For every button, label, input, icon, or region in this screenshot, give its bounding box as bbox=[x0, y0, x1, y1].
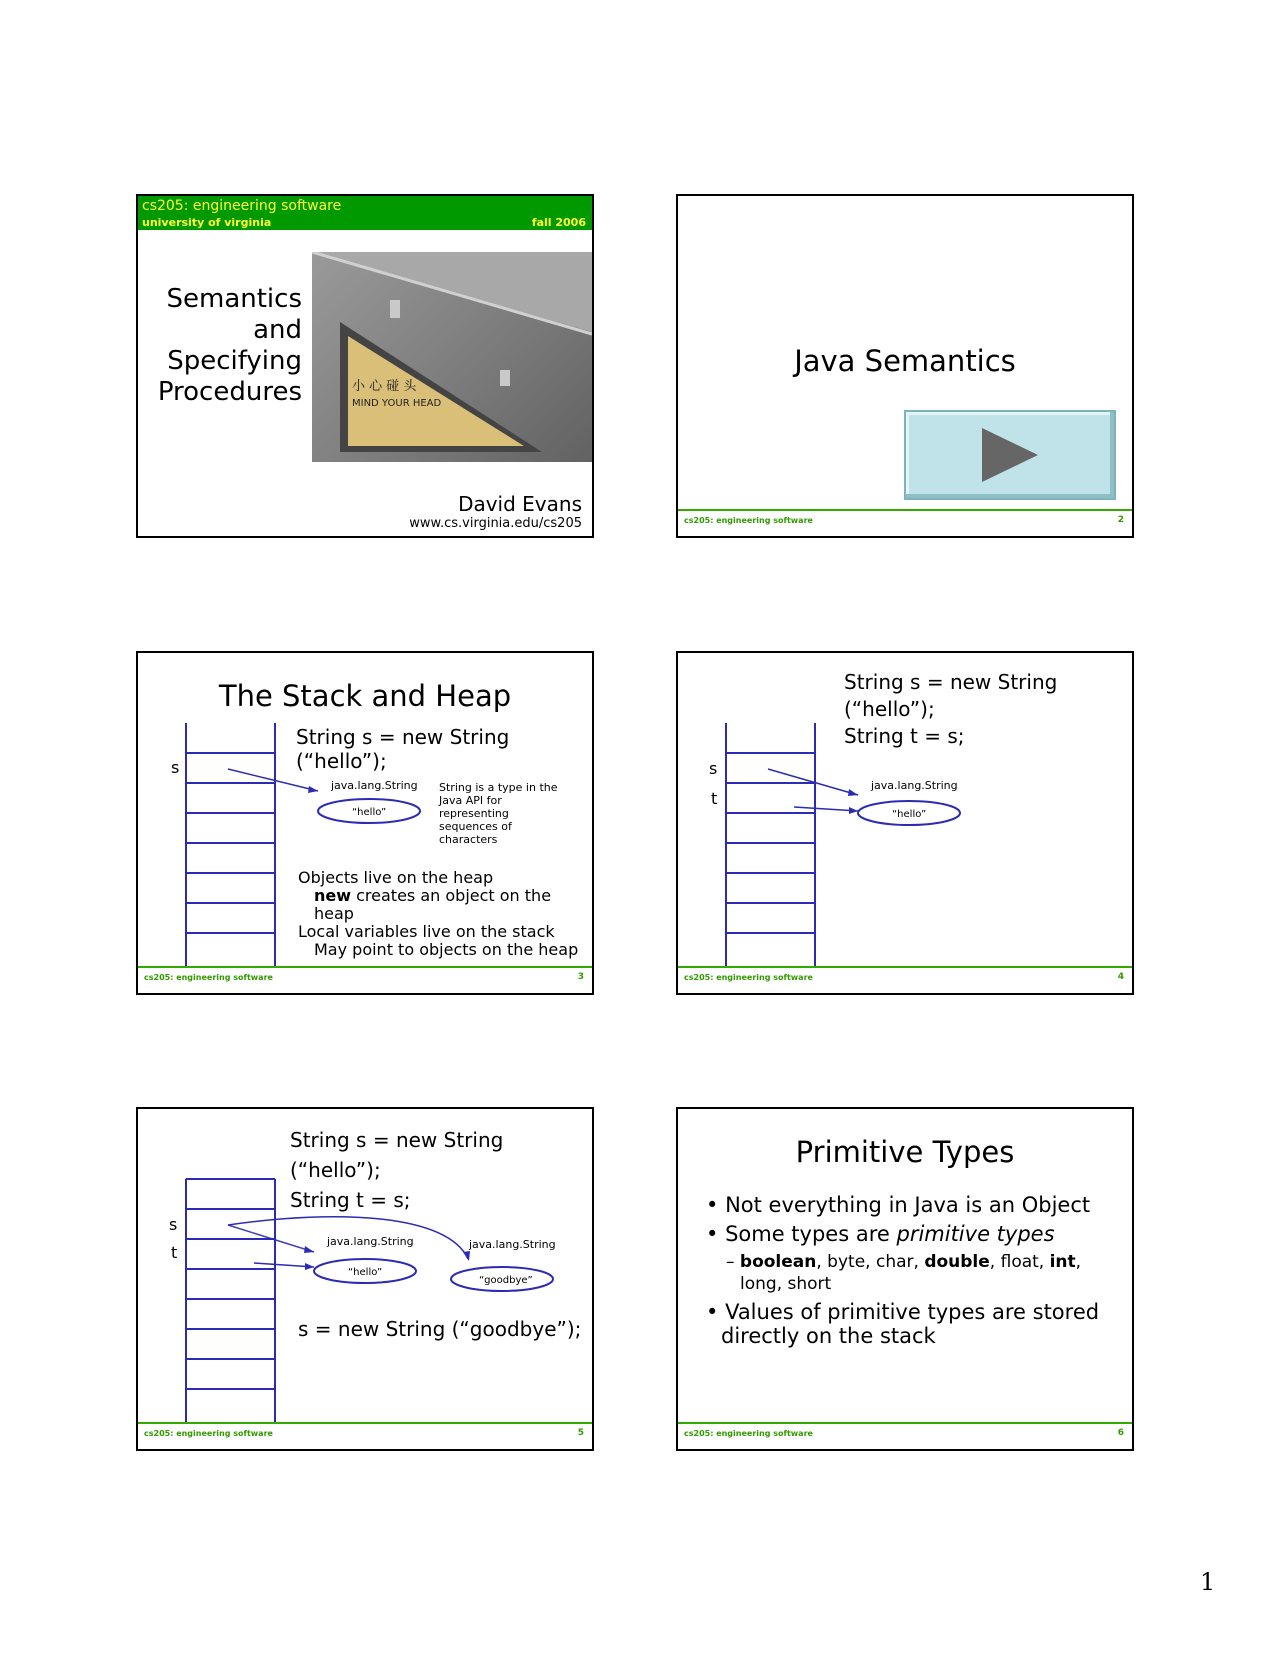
title-line: Procedures bbox=[157, 377, 302, 407]
slide-number: 5 bbox=[577, 1428, 584, 1438]
footer-rule bbox=[678, 1422, 1132, 1424]
type-double: double bbox=[924, 1252, 990, 1272]
dash: – bbox=[726, 1252, 740, 1272]
object-value: “hello” bbox=[348, 1267, 383, 1278]
object-type-label: java.lang.String bbox=[331, 779, 418, 792]
slide-number: 6 bbox=[1117, 1428, 1124, 1438]
footer-rule bbox=[678, 509, 1132, 511]
bullet-emphasis: primitive types bbox=[896, 1222, 1055, 1246]
bullet-item bbox=[706, 1193, 1090, 1217]
type-text: , bbox=[1075, 1252, 1082, 1272]
slide-1 bbox=[136, 194, 594, 538]
title-line: Specifying bbox=[167, 346, 302, 376]
note-line: Java API for bbox=[439, 794, 502, 807]
var-t-label: t bbox=[711, 789, 718, 808]
slide-title: Primitive Types bbox=[795, 1135, 1015, 1169]
slide-4 bbox=[676, 651, 1134, 995]
author-name: David Evans bbox=[458, 492, 582, 516]
code-line: String s = new String (“hello”); bbox=[290, 1128, 504, 1182]
bullet-dot: • bbox=[706, 1222, 719, 1246]
course-url: www.cs.virginia.edu/cs205 bbox=[409, 516, 582, 531]
term-label: fall 2006 bbox=[531, 216, 586, 229]
object-type-label: java.lang.String bbox=[469, 1238, 556, 1251]
course-title: cs205: engineering software bbox=[142, 198, 342, 214]
var-s-label: s bbox=[709, 759, 718, 778]
note-line: representing bbox=[439, 807, 509, 820]
code-line: String s = new String (“hello”); bbox=[844, 670, 1058, 721]
bullet-text: Not everything in Java is an Object bbox=[725, 1193, 1091, 1217]
arrow-head bbox=[849, 807, 858, 814]
object-value: “hello” bbox=[892, 809, 927, 820]
object-type-label: java.lang.String bbox=[327, 1235, 414, 1248]
bullet-dot: • bbox=[706, 1300, 719, 1324]
code-line: String t = s; bbox=[844, 724, 965, 748]
slide-number: 3 bbox=[577, 972, 584, 982]
slide-footer: cs205: engineering software bbox=[684, 516, 813, 525]
play-button[interactable] bbox=[904, 410, 1116, 500]
slide-title: The Stack and Heap bbox=[218, 679, 512, 713]
slide-footer: cs205: engineering software bbox=[144, 973, 273, 982]
arrow-head bbox=[305, 1263, 314, 1270]
slide-2 bbox=[676, 194, 1134, 538]
note-line: characters bbox=[439, 833, 498, 846]
stack bbox=[186, 1179, 275, 1423]
title-line: and bbox=[253, 315, 302, 345]
note-line: String is a type in the bbox=[439, 781, 558, 794]
bullet-item bbox=[706, 1300, 1099, 1348]
object-type-label: java.lang.String bbox=[871, 779, 958, 792]
bullet-text: Some types are bbox=[725, 1222, 897, 1246]
type-text: , float, bbox=[989, 1252, 1050, 1272]
body-line bbox=[298, 887, 592, 923]
arrow-head bbox=[848, 789, 858, 796]
slide-header bbox=[138, 196, 592, 230]
type-note bbox=[439, 781, 558, 846]
sign-bracket bbox=[390, 300, 400, 318]
slide-body bbox=[298, 869, 592, 959]
footer-rule bbox=[678, 966, 1132, 968]
stack-diagram bbox=[138, 1109, 594, 1424]
slide-number: 4 bbox=[1117, 972, 1124, 982]
var-s-label: s bbox=[169, 1215, 178, 1234]
var-s-label: s bbox=[171, 758, 180, 777]
arrow-head bbox=[304, 1246, 314, 1253]
type-text: , byte, char, bbox=[816, 1252, 925, 1272]
object-value: “goodbye” bbox=[479, 1275, 533, 1286]
note-line: sequences of bbox=[439, 820, 512, 833]
assignment-code: s = new String (“goodbye”); bbox=[298, 1317, 582, 1341]
bullet-text: Values of primitive types are stored bbox=[725, 1300, 1100, 1324]
pointer-arrow-t bbox=[794, 807, 858, 811]
title-line: Semantics bbox=[166, 284, 302, 314]
page-number: 1 bbox=[1200, 1568, 1216, 1596]
sign-bracket bbox=[500, 370, 510, 386]
footer-rule bbox=[138, 966, 592, 968]
var-t-label: t bbox=[171, 1243, 178, 1262]
slide-footer: cs205: engineering software bbox=[684, 973, 813, 982]
footer-rule bbox=[138, 1422, 592, 1424]
type-int: int bbox=[1049, 1252, 1076, 1272]
type-boolean: boolean bbox=[739, 1252, 817, 1272]
keyword-new: new bbox=[314, 886, 352, 905]
stack bbox=[726, 723, 815, 967]
code-line: String t = s; bbox=[290, 1188, 411, 1212]
body-line: Objects live on the heap bbox=[298, 868, 494, 887]
bullet-line bbox=[706, 1300, 1099, 1324]
bullet-line: directly on the stack bbox=[721, 1324, 936, 1348]
arrow-head bbox=[463, 1251, 470, 1261]
arrow-head bbox=[308, 786, 318, 793]
sub-bullet-line bbox=[726, 1251, 1081, 1273]
stack-diagram bbox=[678, 653, 1134, 968]
photo-drawing bbox=[312, 252, 592, 462]
slide-3 bbox=[136, 651, 594, 995]
body-line: May point to objects on the heap bbox=[314, 940, 579, 959]
slide-title: Java Semantics bbox=[794, 344, 1016, 378]
slide-footer: cs205: engineering software bbox=[144, 1429, 273, 1438]
slide-footer: cs205: engineering software bbox=[684, 1429, 813, 1438]
body-line: Local variables live on the stack bbox=[298, 922, 555, 941]
sub-bullet bbox=[726, 1251, 1081, 1295]
play-icon bbox=[982, 428, 1038, 482]
bullet-item bbox=[706, 1222, 1055, 1246]
code-line: String s = new String (“hello”); bbox=[296, 725, 510, 773]
sign-english-text: MIND YOUR HEAD bbox=[352, 398, 442, 409]
university-label: university of virginia bbox=[142, 216, 272, 229]
stack bbox=[186, 723, 275, 967]
slide-6 bbox=[676, 1107, 1134, 1451]
bullet-dot: • bbox=[706, 1193, 719, 1217]
sub-bullet-line: long, short bbox=[740, 1274, 832, 1294]
slide-number: 2 bbox=[1117, 515, 1124, 525]
object-value: “hello” bbox=[352, 807, 387, 818]
slide-title bbox=[144, 284, 302, 408]
slide-5 bbox=[136, 1107, 594, 1451]
mind-your-head-photo bbox=[312, 252, 592, 462]
body-text: creates an object on the heap bbox=[314, 886, 552, 923]
sign-chinese-text: 小 心 碰 头 bbox=[352, 379, 417, 394]
